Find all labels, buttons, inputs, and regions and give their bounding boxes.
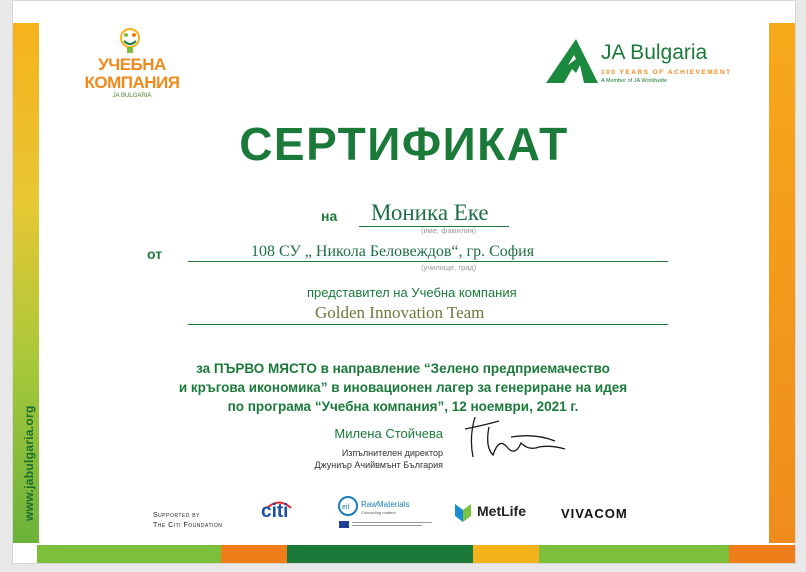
eit-rawmaterials-logo: [337, 495, 437, 531]
recipient-name: Моника Еке: [371, 200, 489, 225]
strip-segment: [221, 545, 287, 563]
signer-role: [283, 447, 443, 471]
award-line: за ПЪРВО МЯСТО в направление “Зелено предприемачество: [196, 361, 610, 376]
strip-segment: [473, 545, 539, 563]
citi-foundation-credit: [153, 511, 222, 531]
strip-segment: [287, 545, 473, 563]
vivacom-logo: VIVACOM: [561, 506, 628, 521]
company-label: представител на Учебна компания: [307, 285, 517, 300]
certificate-title: СЕРТИФИКАТ: [239, 118, 569, 170]
logo-word-1: УЧЕБНА: [98, 55, 166, 74]
supported-by-text: Supported by: [153, 512, 200, 519]
school-hint: (училище, град): [421, 263, 477, 272]
svg-text:eit: eit: [342, 504, 350, 511]
recipient-label: на: [321, 208, 338, 224]
uchebna-kompania-logo: [73, 27, 191, 107]
school-label: от: [147, 246, 163, 262]
right-gradient-bar: [769, 23, 795, 543]
ja-member: A Member of JA Worldwide: [601, 78, 667, 84]
signer-role-line: Джуниър Ачийвмънт България: [314, 460, 443, 470]
lightbulb-icon: [117, 27, 143, 57]
award-line: и кръгова икономика” в иновационен лагер за генериране на идея: [178, 380, 628, 395]
signer-block: [283, 426, 443, 471]
strip-segment: [539, 545, 729, 563]
ja-bulgaria-logo: [546, 39, 766, 89]
school-name: 108 СУ „ Никола Беловеждов“, гр. София: [251, 243, 535, 260]
ja-years: 100 YEARS OF ACHIEVEMENT: [601, 69, 732, 76]
strip-segment: [729, 545, 795, 563]
website-url: www.jabulgaria.org: [22, 405, 36, 521]
metlife-icon: [455, 504, 475, 522]
strip-segment: [37, 545, 221, 563]
metlife-logo: MetLife: [477, 503, 526, 519]
recipient-hint: (име, фамилия): [421, 226, 476, 235]
award-line: по програма “Учебна компания”, 12 ноември, 2021 г.: [227, 399, 579, 414]
company-name: Golden Innovation Team: [315, 303, 485, 322]
citi-logo: citi: [261, 501, 289, 522]
school-underline: [188, 261, 668, 262]
eit-text: RawMaterials: [361, 500, 410, 509]
signer-name: Милена Стойчева: [334, 426, 443, 441]
signature-image: [455, 407, 573, 467]
signer-role-line: Изпълнителен директор: [341, 448, 443, 458]
sponsor-logos: [153, 493, 673, 533]
logo-word-2: КОМПАНИЯ: [84, 73, 180, 92]
bottom-color-strip: [37, 545, 795, 563]
certificate-page: [12, 0, 796, 564]
award-text: [133, 359, 673, 416]
company-underline: [188, 324, 668, 325]
logo-subtitle: JA BULGARIA: [112, 93, 152, 99]
eit-subtext: Connecting matters: [361, 510, 396, 515]
citi-foundation-text: The Citi Foundation: [153, 522, 223, 529]
ja-mountain-icon: [546, 39, 598, 83]
ja-name: JA Bulgaria: [601, 41, 708, 64]
